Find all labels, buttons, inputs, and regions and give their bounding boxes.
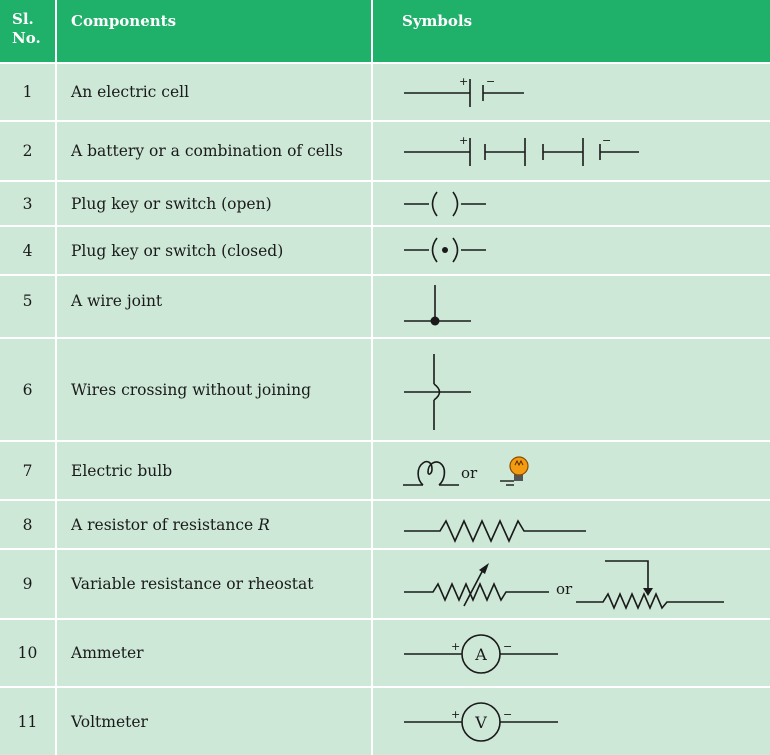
component-name: Plug key or switch (closed) [57, 227, 371, 274]
component-name [57, 501, 371, 548]
component-name: Variable resistance or rheostat [57, 550, 371, 618]
component-name: Plug key or switch (open) [57, 182, 371, 225]
component-name: Electric bulb [57, 442, 371, 499]
symbol-cell [373, 276, 770, 337]
row-number: 4 [0, 227, 55, 274]
row-number: 3 [0, 182, 55, 225]
resistance-symbol-r: R [258, 515, 270, 534]
rheostat-symbol [373, 550, 770, 618]
row-number: 6 [0, 339, 55, 440]
symbol-cell [373, 64, 770, 120]
symbol-cell [373, 688, 770, 755]
row-number: 10 [0, 620, 55, 686]
bulb-filament-icon [403, 462, 459, 485]
header-no: No. [12, 29, 41, 47]
battery-symbol [373, 122, 770, 180]
minus-sign: − [486, 75, 496, 88]
component-name: Ammeter [57, 620, 371, 686]
minus-sign: − [503, 640, 513, 653]
symbol-cell [373, 339, 770, 440]
or-text: or [461, 464, 478, 482]
row-number: 8 [0, 501, 55, 548]
header-components: Components [57, 0, 371, 62]
row-number: 5 [0, 276, 55, 337]
electric-bulb-symbol [373, 442, 770, 499]
row-number: 9 [0, 550, 55, 618]
minus-sign: − [602, 134, 612, 147]
wires-crossing-symbol [373, 339, 770, 440]
row-number: 7 [0, 442, 55, 499]
header-sl-no [0, 0, 55, 62]
symbol-cell [373, 620, 770, 686]
plus-sign: + [451, 708, 461, 721]
bulb-picture-icon [500, 457, 528, 485]
ammeter-letter: A [475, 645, 487, 664]
symbol-cell [373, 550, 770, 618]
row-number: 2 [0, 122, 55, 180]
component-text: A resistor of resistance [71, 515, 259, 534]
row-number: 11 [0, 688, 55, 755]
symbol-cell [373, 227, 770, 274]
open-switch-symbol [373, 182, 770, 225]
voltmeter-letter: V [475, 713, 487, 732]
row-number: 1 [0, 64, 55, 120]
component-name: Voltmeter [57, 688, 371, 755]
component-name: Wires crossing without joining [57, 339, 371, 440]
ammeter-symbol [373, 620, 770, 686]
symbol-cell [373, 442, 770, 499]
closed-switch-symbol [373, 227, 770, 274]
voltmeter-symbol [373, 688, 770, 755]
header-symbols: Symbols [373, 0, 770, 62]
symbol-cell [373, 122, 770, 180]
plus-sign: + [459, 134, 469, 147]
header-sl: Sl. [12, 10, 34, 28]
symbol-cell [373, 501, 770, 548]
or-text: or [556, 580, 573, 598]
component-name: A wire joint [57, 276, 371, 337]
wire-joint-symbol [373, 276, 770, 337]
plus-sign: + [459, 75, 469, 88]
component-name: An electric cell [57, 64, 371, 120]
plus-sign: + [451, 640, 461, 653]
resistor-symbol [373, 501, 770, 548]
component-name: A battery or a combination of cells [57, 122, 371, 180]
electric-cell-symbol [373, 64, 770, 120]
symbol-cell [373, 182, 770, 225]
minus-sign: − [503, 708, 513, 721]
